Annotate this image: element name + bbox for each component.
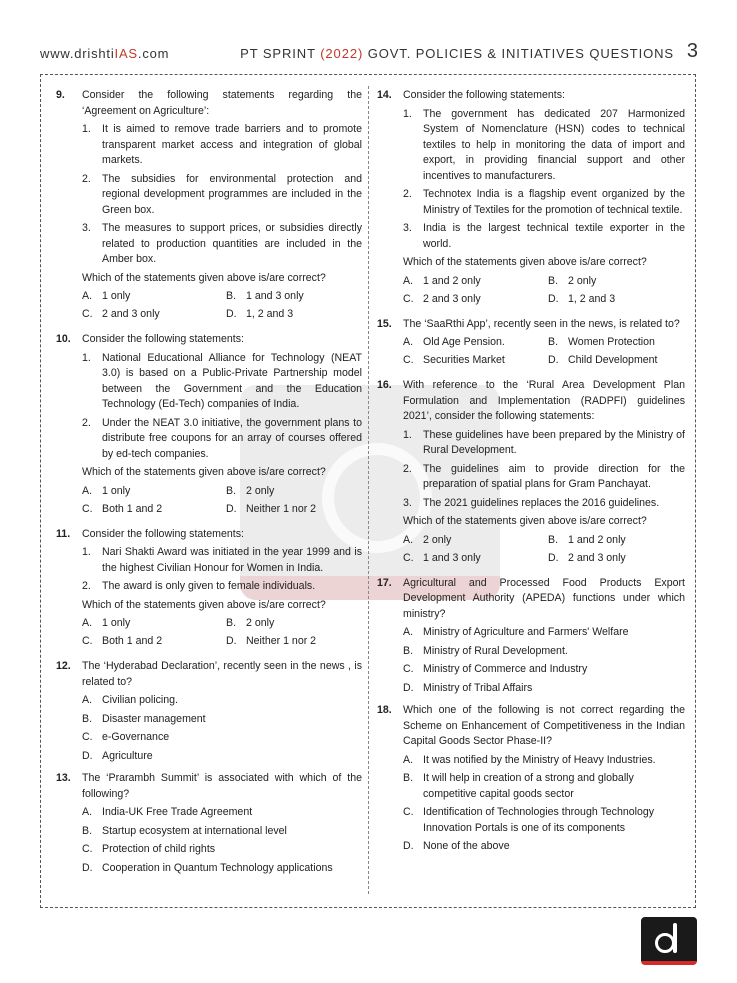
option-c [82, 634, 218, 650]
option-a [403, 335, 540, 351]
question-stem: Agricultural and Processed Food Products Export Development Authority (APEDA) functions under which ministry? [403, 576, 685, 620]
statement-list [403, 107, 685, 253]
question-stem: Which one of the following is not correct regarding the Scheme on Enhancement of Competitiveness in the Indian Capital Goods Sector Phase-II? [403, 704, 685, 747]
option-c [82, 307, 218, 323]
option-d [548, 292, 685, 308]
option-letter: C. [403, 663, 414, 675]
option-text: Securities Market [423, 354, 505, 366]
question-number: 9. [56, 89, 65, 101]
statement-text: Nari Shakti Award was initiated in the year 1999 and is the highest Civilian Honour for Women in India. [102, 546, 362, 574]
question-number: 12. [56, 660, 71, 672]
option-text: Identification of Technologies through Technology Innovation Portals is one of its components [423, 806, 655, 834]
question-number: 11. [56, 527, 71, 540]
option-a [403, 753, 685, 769]
statement-text: The 2021 guidelines replaces the 2016 guidelines. [423, 496, 660, 509]
question-number: 10. [56, 333, 71, 345]
option-letter: D. [226, 308, 237, 320]
option-letter: A. [403, 533, 414, 546]
option-text: None of the above [423, 840, 510, 852]
page-number: 3 [686, 40, 698, 62]
option-list [82, 693, 362, 764]
option-d [403, 681, 685, 697]
option-text: Ministry of Rural Development. [423, 644, 568, 657]
option-letter: B. [403, 644, 414, 657]
option-d [226, 502, 362, 518]
option-d [226, 307, 362, 323]
option-text: Women Protection [568, 336, 655, 348]
option-b [82, 824, 362, 840]
option-text: 2 only [246, 617, 275, 629]
option-text: Disaster management [102, 712, 206, 725]
statement-number: 2. [82, 580, 91, 592]
option-text: 2 only [423, 533, 452, 546]
option-letter: C. [82, 635, 93, 647]
option-letter: C. [403, 551, 414, 564]
option-letter: C. [403, 292, 414, 305]
option-c [403, 292, 540, 308]
statement-number: 2. [403, 462, 412, 475]
statement-number: 1. [403, 107, 412, 120]
option-letter: D. [82, 749, 93, 762]
option-letter: B. [82, 712, 93, 725]
option-c [403, 551, 540, 567]
question-13 [56, 771, 362, 876]
option-letter: D. [226, 502, 237, 515]
question-stem: Consider the following statements: [82, 333, 244, 345]
option-b [226, 484, 362, 500]
option-text: 2 only [568, 274, 597, 287]
option-text: Cooperation in Quantum Technology applications [102, 861, 333, 874]
option-text: 2 and 3 only [102, 308, 160, 320]
question-prompt: Which of the statements given above is/are correct? [403, 515, 647, 527]
option-text: 1 only [102, 484, 131, 497]
statement-text: The award is only given to female individuals. [102, 580, 316, 592]
option-text: Agriculture [102, 749, 153, 762]
option-text: 2 only [246, 484, 275, 497]
option-letter: A. [82, 694, 93, 706]
option-letter: D. [403, 840, 414, 852]
option-letter: B. [226, 617, 237, 629]
statement-list [82, 545, 362, 595]
option-b [548, 533, 685, 549]
statement-list [82, 351, 362, 463]
option-text: 1, 2 and 3 [568, 292, 616, 305]
option-list [403, 625, 685, 696]
option-letter: B. [82, 824, 93, 837]
question-11 [56, 527, 362, 653]
option-letter: A. [403, 626, 414, 638]
option-letter: D. [548, 551, 559, 564]
option-a [82, 805, 362, 821]
option-text: Startup ecosystem at international level [102, 824, 287, 837]
option-text: Both 1 and 2 [102, 635, 163, 647]
option-list [82, 805, 362, 876]
option-d [403, 839, 685, 855]
statement-number: 1. [403, 428, 412, 441]
statement-number: 2. [403, 188, 412, 200]
option-text: 1 and 3 only [423, 551, 481, 564]
statement-text: National Educational Alliance for Technology (NEAT 3.0) is based on a Public-Private Partnership model between the Government and the Education Technology (Ed-Tech) companies of India. [102, 351, 362, 410]
question-16 [377, 378, 685, 569]
option-letter: C. [403, 806, 414, 818]
option-b [403, 644, 685, 660]
option-text: It was notified by the Ministry of Heavy Industries. [423, 753, 656, 766]
option-letter: C. [82, 843, 93, 855]
option-text: e-Governance [102, 731, 170, 743]
option-b [548, 274, 685, 290]
option-text: It will help in creation of a strong and globally competitive capital goods sector [423, 772, 634, 800]
question-prompt: Which of the statements given above is/are correct? [403, 256, 647, 268]
question-stem: Consider the following statements: [403, 89, 565, 101]
option-letter: A. [82, 484, 93, 497]
option-letter: A. [82, 617, 93, 629]
option-c [82, 842, 362, 858]
option-d [226, 634, 362, 650]
option-letter: A. [403, 274, 414, 287]
question-17 [377, 576, 685, 697]
option-letter: C. [82, 308, 93, 320]
site-url: www.drishtiIAS.com [40, 46, 170, 61]
option-list [82, 616, 362, 652]
option-b [82, 712, 362, 728]
option-text: Child Development [568, 354, 658, 366]
option-letter: B. [403, 772, 414, 784]
option-text: India-UK Free Trade Agreement [102, 806, 253, 818]
option-text: Protection of child rights [102, 843, 216, 855]
statement-number: 2. [82, 172, 91, 185]
question-prompt: Which of the statements given above is/are correct? [82, 271, 326, 284]
page-header [40, 40, 700, 66]
statement-item [82, 351, 362, 413]
question-9 [56, 88, 362, 325]
question-stem: With reference to the ‘Rural Area Development Plan Formulation and Implementation (RADPFI) guidelines 2021’, consider the following statements: [403, 379, 685, 422]
option-text: 1 and 2 only [568, 533, 626, 546]
option-d [548, 353, 685, 369]
question-12 [56, 659, 362, 764]
statement-item [403, 496, 685, 512]
question-14 [377, 88, 685, 310]
statement-text: India is the largest technical textile exporter in the world. [423, 222, 685, 250]
option-c [82, 502, 218, 518]
option-text: Old Age Pension. [423, 336, 505, 348]
statement-text: These guidelines have been prepared by the Ministry of Rural Development. [423, 428, 685, 456]
option-c [403, 662, 685, 678]
option-text: Ministry of Agriculture and Farmers' Welfare [423, 626, 629, 638]
statement-item [82, 545, 362, 576]
statement-list [403, 428, 685, 512]
question-number: 14. [377, 89, 392, 101]
statement-number: 2. [82, 416, 91, 429]
option-c [403, 353, 540, 369]
option-letter: B. [226, 290, 237, 302]
statement-text: It is aimed to remove trade barriers and to promote transparent market access and integration of global markets. [102, 123, 362, 166]
question-stem: The ‘Prarambh Summit’ is associated with which of the following? [82, 772, 362, 800]
statement-item [403, 107, 685, 185]
option-letter: C. [82, 502, 93, 515]
statement-number: 1. [82, 351, 91, 364]
option-d [82, 749, 362, 765]
option-letter: D. [226, 635, 237, 647]
question-number: 13. [56, 772, 71, 784]
option-text: Both 1 and 2 [102, 502, 163, 515]
option-letter: C. [403, 354, 414, 366]
option-text: Civilian policing. [102, 694, 178, 706]
option-letter: B. [226, 484, 237, 497]
option-b [548, 335, 685, 351]
statement-list [82, 122, 362, 268]
option-d [548, 551, 685, 567]
option-a [82, 484, 218, 500]
option-letter: A. [82, 806, 93, 818]
option-letter: D. [82, 861, 93, 874]
option-letter: D. [548, 292, 559, 305]
question-stem: Consider the following statements regarding the ‘Agreement on Agriculture’: [82, 89, 362, 117]
statement-text: The government has dedicated 207 Harmonized System of Nomenclature (HSN) codes to technical textiles to help in monitoring the data of import and export, in providing financial support and other incentives to manufacturers. [423, 107, 685, 182]
option-text: Neither 1 nor 2 [246, 502, 317, 515]
left-column [56, 88, 362, 883]
statement-item [403, 221, 685, 252]
question-prompt: Which of the statements given above is/are correct? [82, 466, 326, 478]
option-list [403, 274, 685, 310]
option-text: Ministry of Tribal Affairs [423, 681, 533, 694]
column-divider [368, 86, 369, 894]
question-15 [377, 317, 685, 372]
statement-item [82, 416, 362, 463]
option-list [82, 484, 362, 520]
option-letter: B. [548, 274, 559, 287]
question-stem: Consider the following statements: [82, 527, 244, 540]
statement-number: 3. [82, 222, 91, 234]
question-prompt: Which of the statements given above is/are correct? [82, 598, 326, 611]
option-text: 1 only [102, 617, 131, 629]
option-letter: A. [403, 336, 414, 348]
option-letter: A. [403, 753, 414, 766]
question-number: 17. [377, 576, 392, 589]
question-number: 15. [377, 317, 392, 330]
question-stem: The ‘Hyderabad Declaration’, recently seen in the news , is related to? [82, 660, 362, 688]
option-a [82, 289, 218, 305]
statement-number: 1. [82, 123, 91, 135]
option-a [403, 533, 540, 549]
option-b [403, 771, 685, 802]
option-letter: C. [82, 731, 93, 743]
statement-item [82, 221, 362, 268]
option-a [82, 693, 362, 709]
question-18 [377, 703, 685, 855]
statement-text: Technotex India is a flagship event organized by the Ministry of Textiles for the promotion of technical textile. [423, 188, 685, 216]
question-stem: The ‘SaaRthi App’, recently seen in the news, is related to? [403, 317, 680, 330]
option-text: 1 only [102, 290, 131, 302]
option-text: 1, 2 and 3 [246, 308, 294, 320]
option-c [403, 805, 685, 836]
option-text: 1 and 2 only [423, 274, 481, 287]
option-text: 1 and 3 only [246, 290, 304, 302]
option-a [82, 616, 218, 632]
option-text: Ministry of Commerce and Industry [423, 663, 588, 675]
statement-number: 3. [403, 222, 412, 234]
option-b [226, 289, 362, 305]
statement-item [403, 187, 685, 218]
option-list [403, 753, 685, 855]
option-list [403, 335, 685, 371]
option-b [226, 616, 362, 632]
drishti-d-logo-icon [641, 917, 697, 965]
option-letter: B. [548, 533, 559, 546]
statement-item [82, 122, 362, 169]
option-letter: A. [82, 290, 93, 302]
option-d [82, 861, 362, 877]
statement-item [82, 579, 362, 595]
right-column [377, 88, 685, 862]
question-10 [56, 332, 362, 520]
option-letter: D. [548, 354, 559, 366]
option-text: 2 and 3 only [423, 292, 481, 305]
option-a [403, 625, 685, 641]
option-text: 2 and 3 only [568, 551, 626, 564]
question-number: 16. [377, 379, 392, 391]
statement-text: Under the NEAT 3.0 initiative, the government plans to distribute free coupons for an array of courses offered by ed-tech companies. [102, 416, 362, 460]
option-text: Neither 1 nor 2 [246, 635, 317, 647]
statement-item [403, 428, 685, 459]
statement-item [403, 462, 685, 493]
option-list [82, 289, 362, 325]
option-letter: D. [403, 681, 414, 694]
option-letter: B. [548, 336, 559, 348]
option-list [403, 533, 685, 569]
header-title: PT SPRINT (2022) GOVT. POLICIES & INITIATIVES QUESTIONS [240, 46, 674, 61]
statement-text: The subsidies for environmental protection and regional development programmes are included in the Green box. [102, 172, 362, 216]
option-c [82, 730, 362, 746]
statement-text: The guidelines aim to provide direction for the preparation of spatial plans for Gram Panchayat. [423, 462, 685, 490]
statement-item [82, 172, 362, 219]
statement-text: The measures to support prices, or subsidies directly related to production quantities are included in the Amber box. [102, 222, 362, 265]
option-a [403, 274, 540, 290]
statement-number: 3. [403, 496, 412, 509]
statement-number: 1. [82, 546, 91, 558]
question-number: 18. [377, 704, 392, 716]
